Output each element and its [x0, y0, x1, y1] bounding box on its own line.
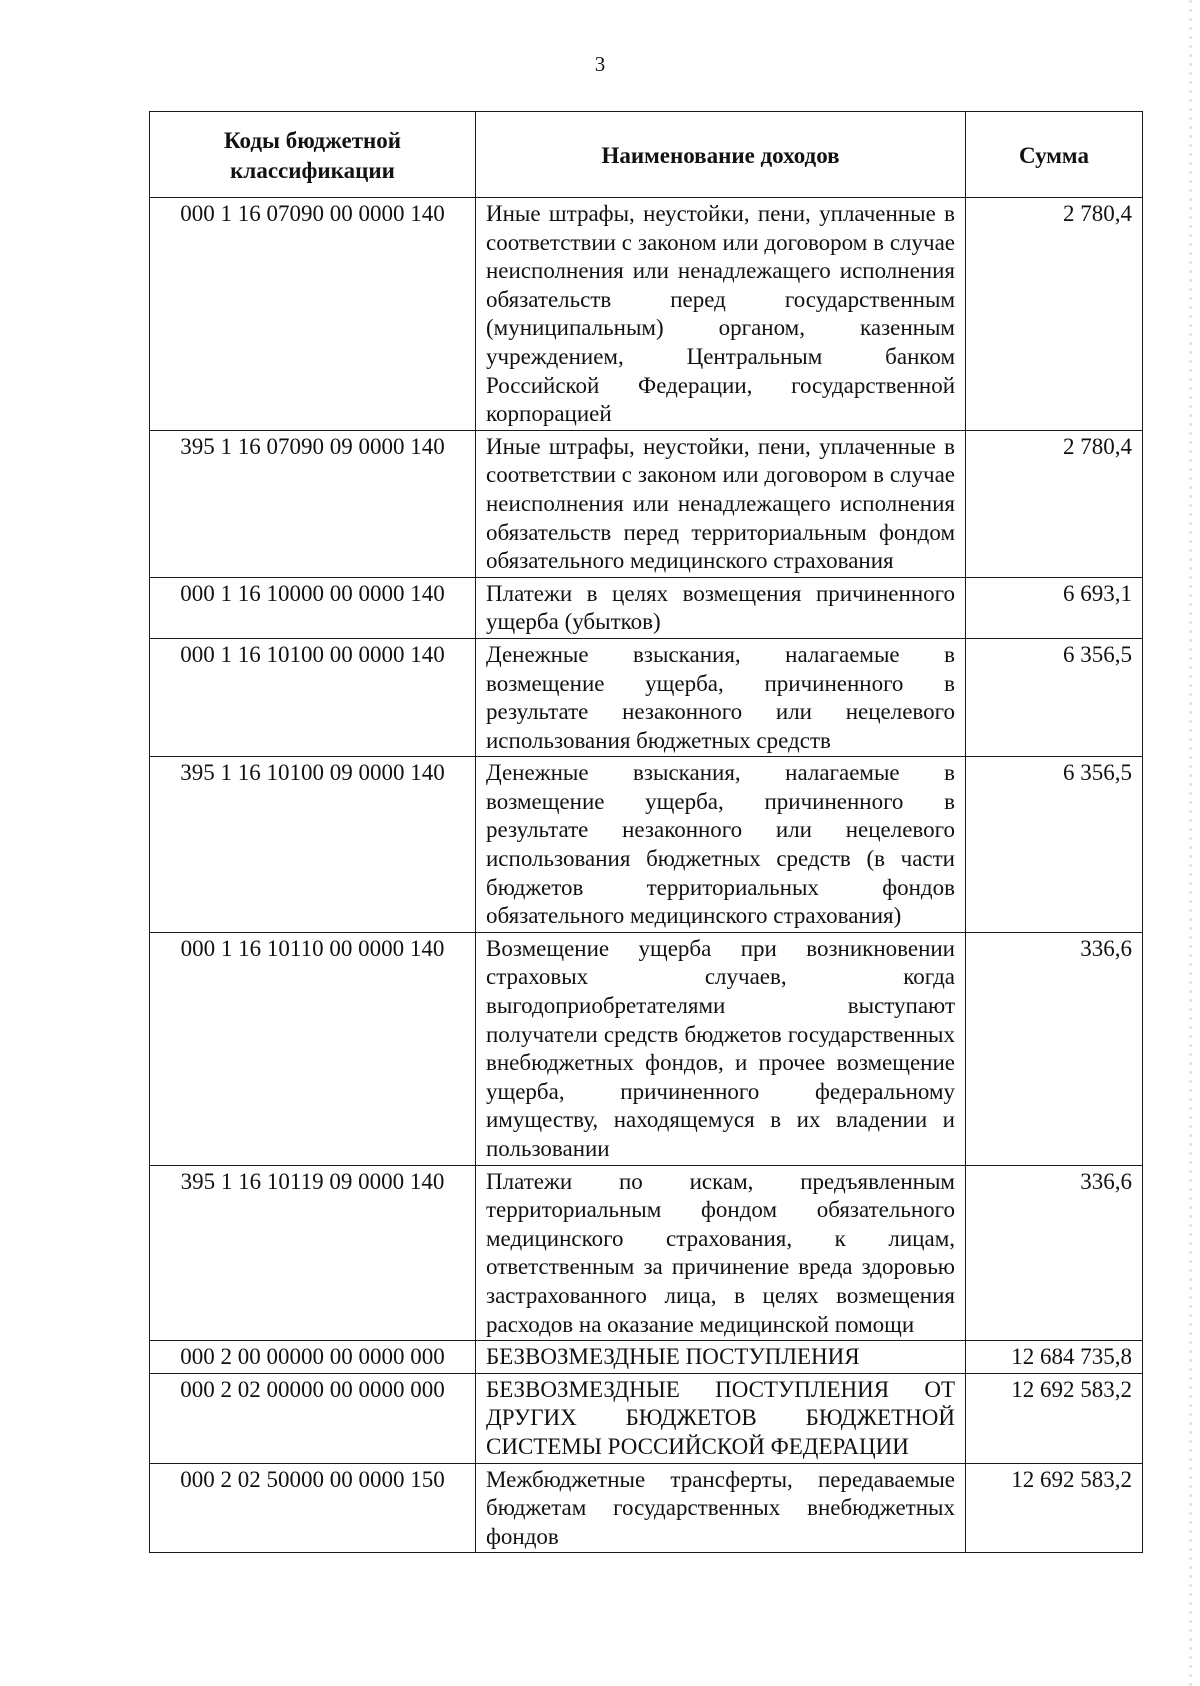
revenue-name-cell: Межбюджетные трансферты, передаваемые бюджетам государственных внебюджетных фондов — [476, 1463, 966, 1553]
table-row — [150, 1373, 1143, 1463]
sum-cell: 12 692 583,2 — [966, 1373, 1143, 1463]
table-header-row — [150, 112, 1143, 198]
budget-code-cell: 395 1 16 10119 09 0000 140 — [150, 1165, 476, 1341]
budget-code-cell: 000 1 16 10100 00 0000 140 — [150, 638, 476, 756]
table-row — [150, 198, 1143, 431]
revenue-name-cell: Денежные взыскания, налагаемые в возмещение ущерба, причиненного в результате незаконного или нецелевого использования бюджетных средств (в части бюджетов территориальных фондов обязательного медицинского страхования) — [476, 757, 966, 933]
sum-cell: 6 356,5 — [966, 757, 1143, 933]
table-row — [150, 430, 1143, 577]
revenue-name-cell: БЕЗВОЗМЕЗДНЫЕ ПОСТУПЛЕНИЯ — [476, 1341, 966, 1374]
table-row — [150, 1341, 1143, 1374]
revenue-name-cell: Денежные взыскания, налагаемые в возмещение ущерба, причиненного в результате незаконного или нецелевого использования бюджетных средств — [476, 638, 966, 756]
budget-code-cell: 000 1 16 10000 00 0000 140 — [150, 577, 476, 638]
table-row — [150, 638, 1143, 756]
revenue-name-cell: Платежи в целях возмещения причиненного ущерба (убытков) — [476, 577, 966, 638]
sum-cell: 336,6 — [966, 932, 1143, 1165]
sum-cell: 12 684 735,8 — [966, 1341, 1143, 1374]
budget-code-cell: 000 1 16 07090 00 0000 140 — [150, 198, 476, 431]
revenue-name-cell: Платежи по искам, предъявленным территориальным фондом обязательного медицинского страхования, к лицам, ответственным за причинение вреда здоровью застрахованного лица, в целях возмещения расходов на оказание медицинской помощи — [476, 1165, 966, 1341]
budget-code-cell: 000 2 02 00000 00 0000 000 — [150, 1373, 476, 1463]
scan-edge-mark — [1189, 0, 1192, 1686]
revenue-name-cell: Возмещение ущерба при возникновении страховых случаев, когда выгодоприобретателями выступают получатели средств бюджетов государственных внебюджетных фондов, и прочее возмещение ущерба, причиненного федеральному имуществу, находящемуся в их владении и пользовании — [476, 932, 966, 1165]
sum-cell: 6 356,5 — [966, 638, 1143, 756]
sum-cell: 2 780,4 — [966, 198, 1143, 431]
revenue-name-cell: Иные штрафы, неустойки, пени, уплаченные в соответствии с законом или договором в случае неисполнения или ненадлежащего исполнения обязательств перед государственным (муниципальным) органом, казенным учреждением, Центральным банком Российской Федерации, государственной корпорацией — [476, 198, 966, 431]
revenue-name-cell: Иные штрафы, неустойки, пени, уплаченные в соответствии с законом или договором в случае неисполнения или ненадлежащего исполнения обязательств перед территориальным фондом обязательного медицинского страхования — [476, 430, 966, 577]
header-sum: Сумма — [966, 112, 1143, 198]
table-row — [150, 1165, 1143, 1341]
table-body — [150, 198, 1143, 1553]
budget-code-cell: 000 2 00 00000 00 0000 000 — [150, 1341, 476, 1374]
revenue-table — [149, 111, 1143, 1553]
table-row — [150, 577, 1143, 638]
header-budget-codes: Коды бюджетной классификации — [150, 112, 476, 198]
sum-cell: 2 780,4 — [966, 430, 1143, 577]
budget-code-cell: 000 2 02 50000 00 0000 150 — [150, 1463, 476, 1553]
sum-cell: 6 693,1 — [966, 577, 1143, 638]
page-number: 3 — [594, 52, 606, 76]
budget-code-cell: 395 1 16 10100 09 0000 140 — [150, 757, 476, 933]
sum-cell: 336,6 — [966, 1165, 1143, 1341]
sum-cell: 12 692 583,2 — [966, 1463, 1143, 1553]
table-row — [150, 932, 1143, 1165]
table-row — [150, 1463, 1143, 1553]
budget-code-cell: 000 1 16 10110 00 0000 140 — [150, 932, 476, 1165]
table-header — [150, 112, 1143, 198]
header-revenue-name: Наименование доходов — [476, 112, 966, 198]
revenue-name-cell: БЕЗВОЗМЕЗДНЫЕ ПОСТУПЛЕНИЯ ОТ ДРУГИХ БЮДЖЕТОВ БЮДЖЕТНОЙ СИСТЕМЫ РОССИЙСКОЙ ФЕДЕРАЦИИ — [476, 1373, 966, 1463]
table-row — [150, 757, 1143, 933]
budget-code-cell: 395 1 16 07090 09 0000 140 — [150, 430, 476, 577]
